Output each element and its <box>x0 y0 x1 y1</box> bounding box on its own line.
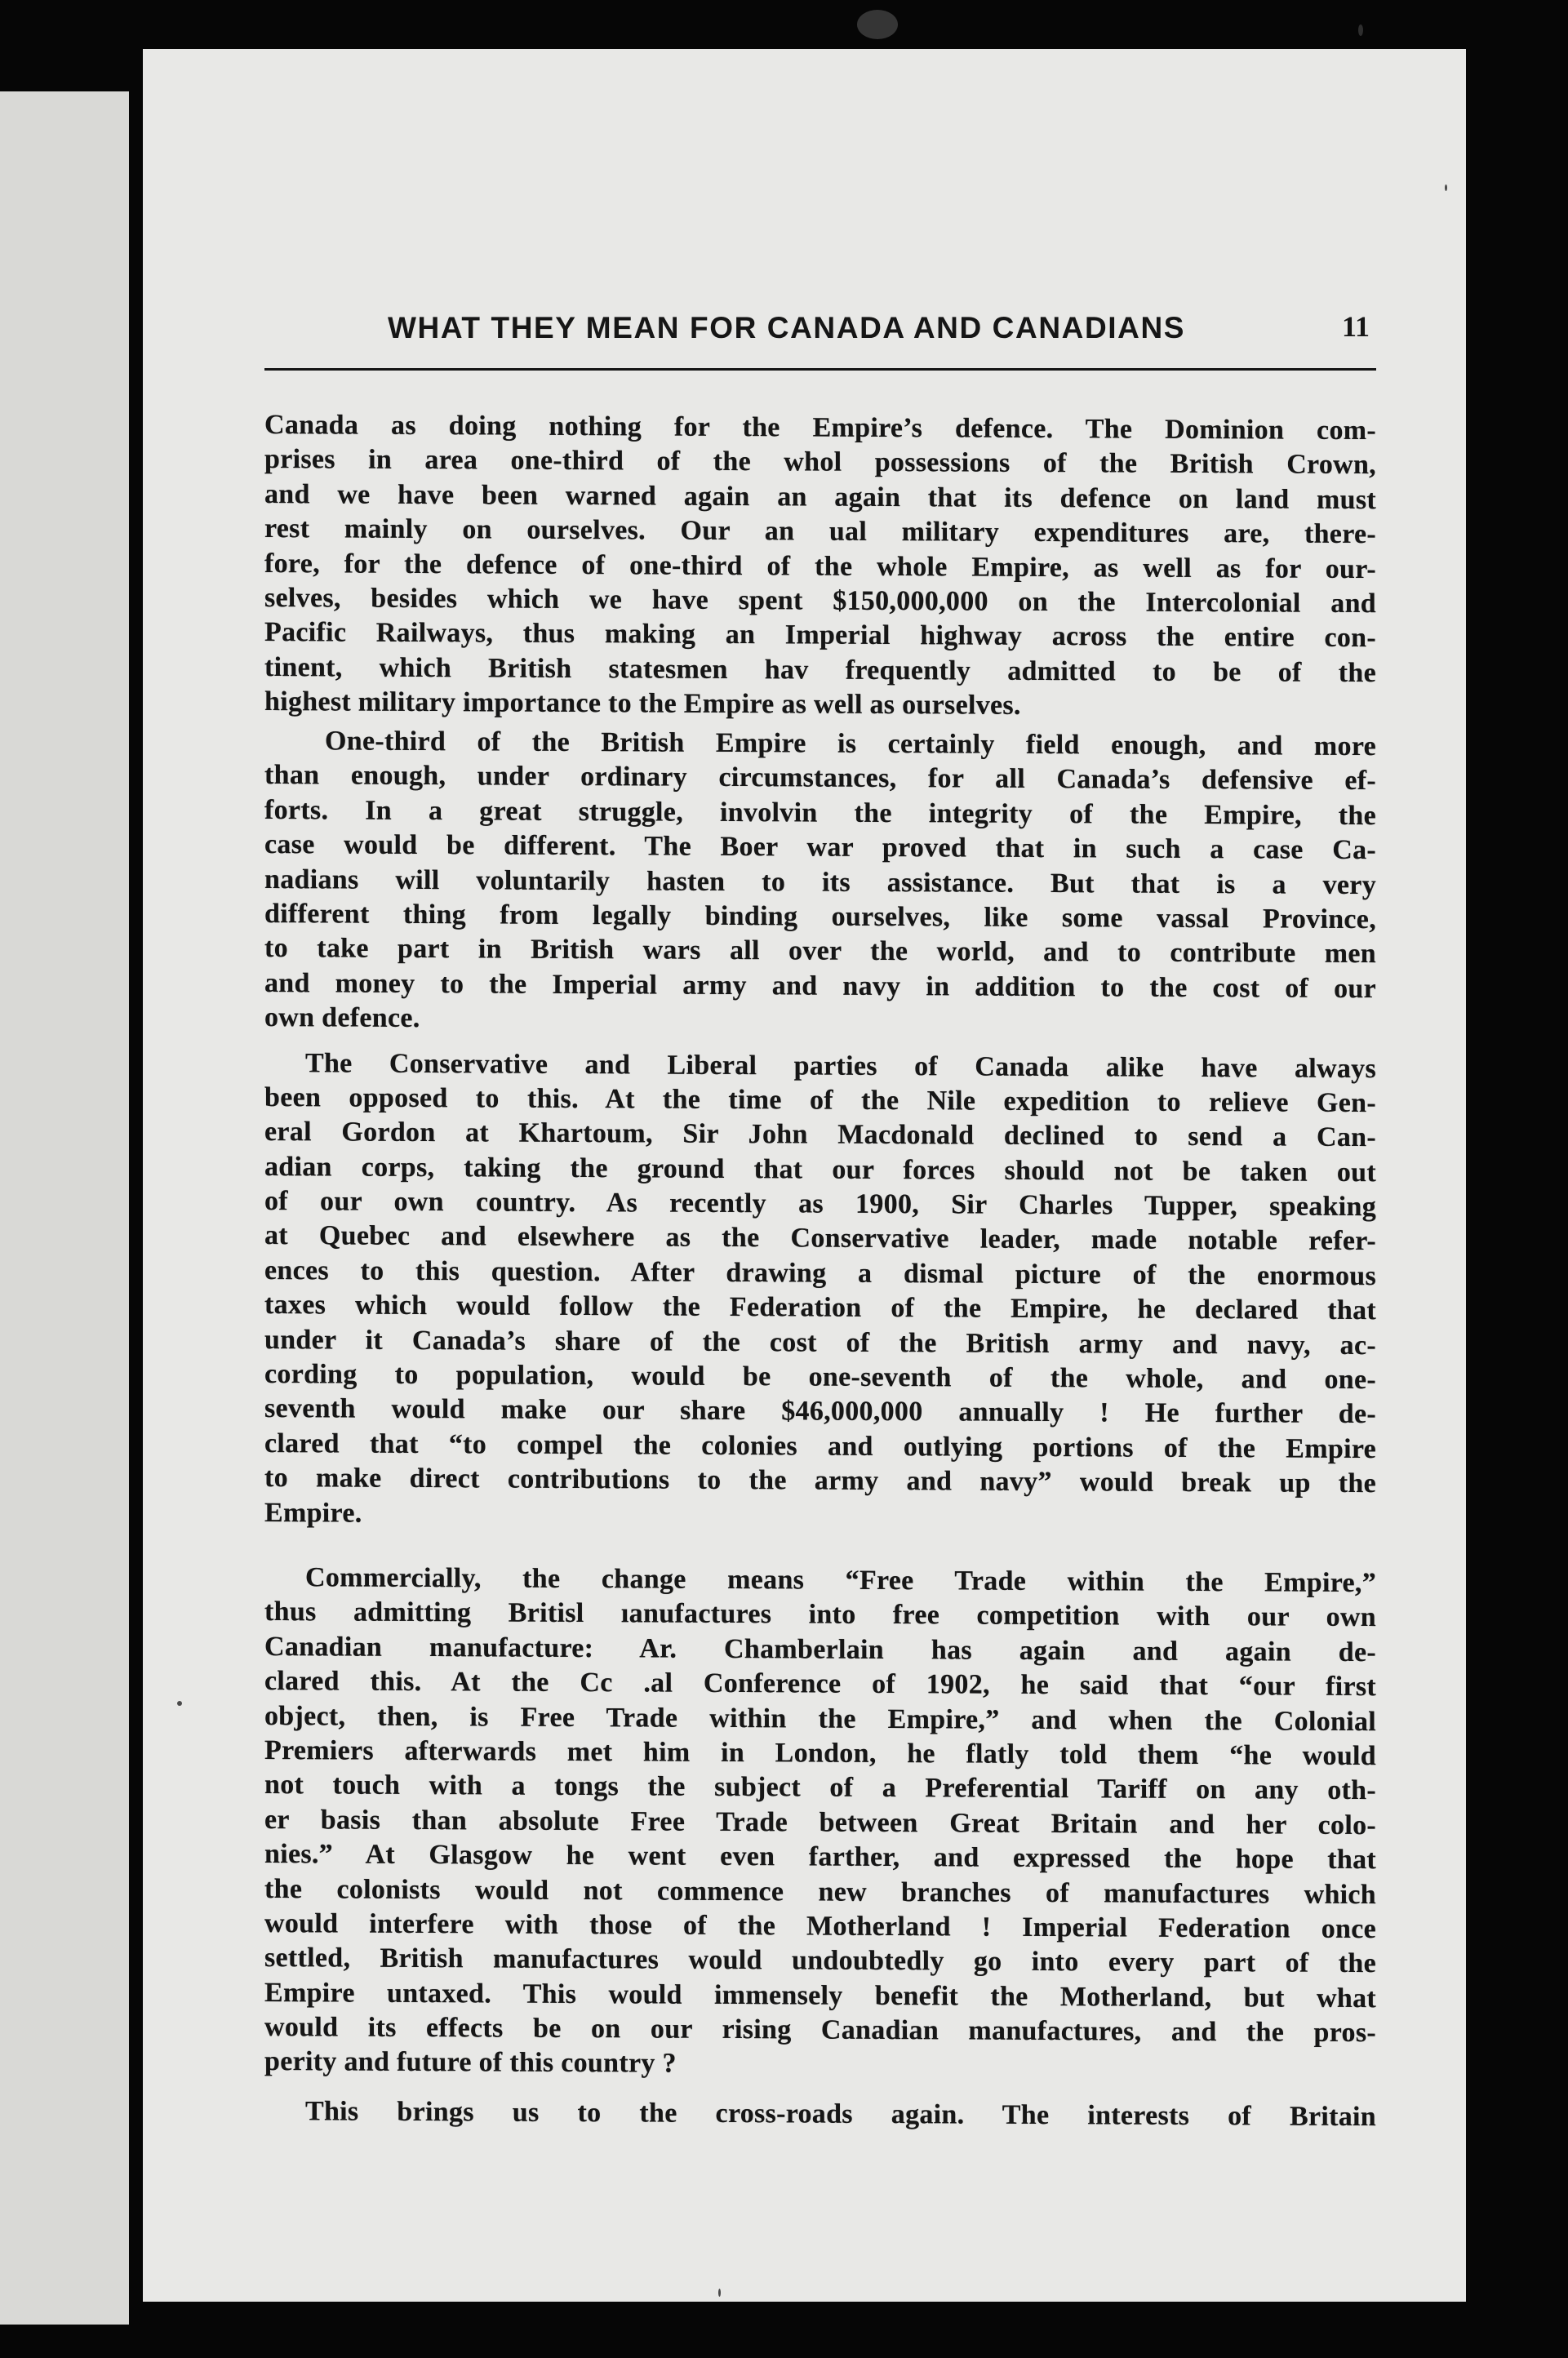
text-line: nadians will voluntarily hasten to its assistance. But that is a very <box>264 864 1376 900</box>
text-line: rest mainly on ourselves. Our an ual military expenditures are, there- <box>264 513 1376 550</box>
text-line: own defence. <box>264 1002 420 1034</box>
text-line: clared this. At the Cc .al Conference of 1902, he said that “our first <box>264 1666 1376 1703</box>
text-line: Pacific Railways, thus making an Imperial highway across the entire con- <box>264 617 1376 654</box>
scan-speck <box>1358 24 1363 36</box>
paragraph <box>264 1046 1376 1537</box>
scan-speck <box>718 2289 721 2297</box>
text-line: clared that “to compel the colonies and outlying portions of the Empire <box>264 1428 1376 1464</box>
running-head: WHAT THEY MEAN FOR CANADA AND CANADIANS <box>388 311 1186 344</box>
text-line: Empire. <box>264 1497 362 1529</box>
text-line: the colonists would not commence new branches of manufactures which <box>264 1873 1376 1910</box>
text-line: The Conservative and Liberal parties of Canada alike have always <box>305 1047 1376 1084</box>
scan-speck <box>1445 184 1447 191</box>
text-line: settled, British manufactures would undoubtedly go into every part of the <box>264 1943 1376 1979</box>
text-line: tinent, which British statesmen hav frequently admitted to be of the <box>264 651 1376 688</box>
text-line: Canada as doing nothing for the Empire’s defence. The Dominion com- <box>264 410 1376 446</box>
page-number: 11 <box>1342 310 1370 343</box>
text-line: to take part in British wars all over the world, and to contribute men <box>264 933 1376 970</box>
text-line: thus admitting Britisl ıanufactures into free competition with our own <box>264 1596 1376 1633</box>
paragraph <box>264 2094 1376 2135</box>
text-line: under it Canada’s share of the cost of the British army and navy, ac- <box>264 1324 1376 1361</box>
text-line: would interfere with those of the Motherland ! Imperial Federation once <box>264 1907 1376 1945</box>
paragraph <box>264 724 1376 1041</box>
text-line: forts. In a great struggle, involvin the integrity of the Empire, the <box>264 794 1376 831</box>
text-line: Empire untaxed. This would immensely benefit the Motherland, but what <box>264 1977 1376 2014</box>
paragraph <box>264 1561 1376 2085</box>
header-rule <box>264 368 1376 371</box>
text-line: different thing from legally binding ourselves, like some vassal Province, <box>264 898 1376 935</box>
text-line: and money to the Imperial army and navy in addition to the cost of our <box>264 967 1376 1004</box>
scan-speck <box>177 1701 182 1706</box>
text-line: ences to this question. After drawing a dismal picture of the enormous <box>264 1254 1376 1292</box>
paragraph <box>264 408 1376 726</box>
text-line: not touch with a tongs the subject of a Preferential Tariff on any oth- <box>264 1770 1376 1806</box>
text-line: at Quebec and elsewhere as the Conservative leader, made notable refer- <box>264 1220 1376 1257</box>
text-line: and we have been warned again an again that its defence on land must <box>264 478 1376 515</box>
text-line: case would be different. The Boer war proved that in such a case Ca- <box>264 829 1376 866</box>
text-line: selves, besides which we have spent $150,000,000 on the Intercolonial and <box>264 582 1376 619</box>
text-line: seventh would make our share $46,000,000 annually ! He further de- <box>264 1393 1376 1430</box>
text-line: to make direct contributions to the army and navy” would break up the <box>264 1463 1376 1499</box>
text-line: fore, for the defence of one-third of the whole Empire, as well as for our- <box>264 548 1376 584</box>
scan-speck <box>857 10 898 39</box>
text-line: of our own country. As recently as 1900, Sir Charles Tupper, speaking <box>264 1186 1376 1223</box>
text-line: prises in area one-third of the whol possessions of the British Crown, <box>264 444 1376 481</box>
page <box>143 49 1466 2302</box>
text-line: One-third of the British Empire is certainly field enough, and more <box>325 726 1376 762</box>
text-line: cording to population, would be one-seventh of the whole, and one- <box>264 1359 1376 1396</box>
text-line: adian corps, taking the ground that our forces should not be taken out <box>264 1151 1376 1188</box>
text-line: perity and future of this country ? <box>264 2046 677 2080</box>
text-line: er basis than absolute Free Trade between Great Britain and her colo- <box>264 1804 1376 1841</box>
text-line: Premiers afterwards met him in London, he flatly told them “he would <box>264 1734 1376 1772</box>
text-line: been opposed to this. At the time of the Nile expedition to relieve Gen- <box>264 1081 1376 1119</box>
body-text <box>264 408 1376 2134</box>
text-line: nies.” At Glasgow he went even farther, and expressed the hope that <box>264 1839 1376 1876</box>
text-line: than enough, under ordinary circumstances, for all Canada’s defensive ef- <box>264 760 1376 797</box>
text-line: Commercially, the change means “Free Trade within the Empire,” <box>305 1562 1376 1599</box>
text-line: This brings us to the cross-roads again. The interests of Britain <box>305 2096 1376 2132</box>
facing-page-edge <box>0 91 129 2325</box>
text-line: would its effects be on our rising Canadian manufactures, and the pros- <box>264 2012 1376 2049</box>
text-line: taxes which would follow the Federation of the Empire, he declared that <box>264 1290 1376 1326</box>
text-line: highest military importance to the Empire as well as ourselves. <box>264 686 1021 721</box>
text-line: eral Gordon at Khartoum, Sir John Macdonald declined to send a Can- <box>264 1117 1376 1153</box>
text-line: object, then, is Free Trade within the Empire,” and when the Colonial <box>264 1700 1376 1737</box>
text-line: Canadian manufacture: Ar. Chamberlain has again and again de- <box>264 1631 1376 1667</box>
